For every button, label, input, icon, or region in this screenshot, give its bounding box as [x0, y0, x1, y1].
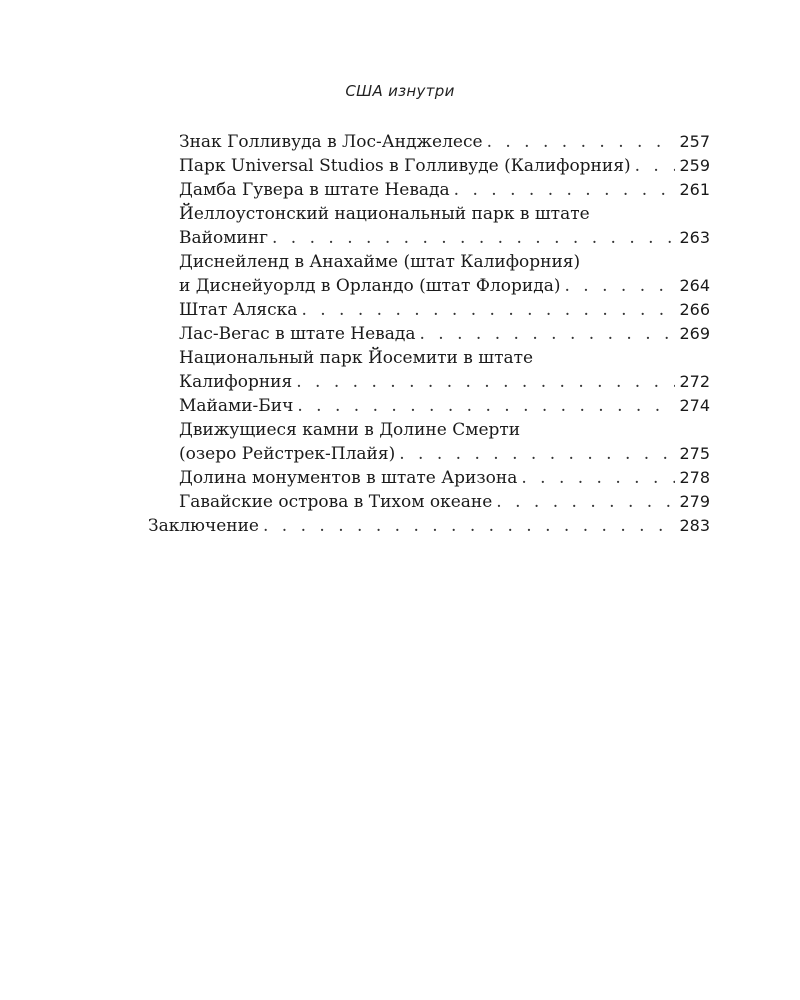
toc-entry-title: Заключение: [148, 516, 259, 536]
dot-leader: [301, 298, 675, 322]
toc-page-number: 283: [679, 516, 710, 535]
toc-entry-title-line: Йеллоустонский национальный парк в штате: [179, 204, 590, 224]
dot-leader: [272, 226, 675, 250]
table-of-contents: [148, 130, 710, 538]
toc-entry[interactable]: [148, 250, 710, 298]
toc-page-number: 278: [679, 468, 710, 487]
toc-entry-title: Штат Аляска: [179, 300, 298, 320]
toc-entry[interactable]: [148, 178, 710, 202]
toc-entry-title: Гавайские острова в Тихом океане: [179, 492, 493, 512]
toc-page-number: 264: [679, 276, 710, 295]
toc-entry[interactable]: [148, 322, 710, 346]
dot-leader: [296, 370, 675, 394]
toc-entry[interactable]: [148, 490, 710, 514]
dot-leader: [487, 130, 676, 154]
toc-entry-title: Лас-Вегас в штате Невада: [179, 324, 416, 344]
toc-entry[interactable]: [148, 346, 710, 394]
toc-entry[interactable]: [148, 202, 710, 250]
toc-entry[interactable]: [148, 466, 710, 490]
dot-leader: [297, 394, 675, 418]
toc-page-number: 274: [679, 396, 710, 415]
toc-entry-title: (озеро Рейстрек-Плайя): [179, 444, 396, 464]
toc-page-number: 275: [679, 444, 710, 463]
toc-entry-title-line: Движущиеся камни в Долине Смерти: [179, 420, 521, 440]
running-head: США изнутри: [345, 82, 455, 100]
toc-entry[interactable]: [148, 154, 710, 178]
toc-page-number: 272: [679, 372, 710, 391]
toc-page-number: 279: [679, 492, 710, 511]
toc-entry-title: Долина монументов в штате Аризона: [179, 468, 518, 488]
toc-entry[interactable]: [148, 394, 710, 418]
toc-entry-title: Вайоминг: [179, 228, 268, 248]
toc-entry-title: Дамба Гувера в штате Невада: [179, 180, 450, 200]
toc-page-number: 257: [679, 132, 710, 151]
toc-entry[interactable]: [148, 298, 710, 322]
toc-entry-title: Калифорния: [179, 372, 293, 392]
toc-entry-title: и Диснейуорлд в Орландо (штат Флорида): [179, 276, 561, 296]
dot-leader: [263, 514, 675, 538]
dot-leader: [635, 154, 676, 178]
dot-leader: [564, 274, 675, 298]
toc-entry-title: Знак Голливуда в Лос-Анджелесе: [179, 132, 483, 152]
toc-page-number: 261: [679, 180, 710, 199]
toc-entry-title: Парк Universal Studios в Голливуде (Калифорния): [179, 156, 631, 176]
dot-leader: [496, 490, 675, 514]
toc-page-number: 269: [679, 324, 710, 343]
toc-page-number: 266: [679, 300, 710, 319]
toc-entry[interactable]: [148, 514, 710, 538]
toc-entry-title-line: Национальный парк Йосемити в штате: [179, 348, 534, 368]
dot-leader: [454, 178, 676, 202]
dot-leader: [399, 442, 675, 466]
toc-entry-title-line: Диснейленд в Анахайме (штат Калифорния): [179, 252, 581, 272]
toc-entry-title: Майами-Бич: [179, 396, 294, 416]
dot-leader: [420, 322, 676, 346]
toc-page-number: 259: [679, 156, 710, 175]
toc-page-number: 263: [679, 228, 710, 247]
dot-leader: [521, 466, 675, 490]
toc-entry[interactable]: [148, 418, 710, 466]
toc-entry[interactable]: [148, 130, 710, 154]
